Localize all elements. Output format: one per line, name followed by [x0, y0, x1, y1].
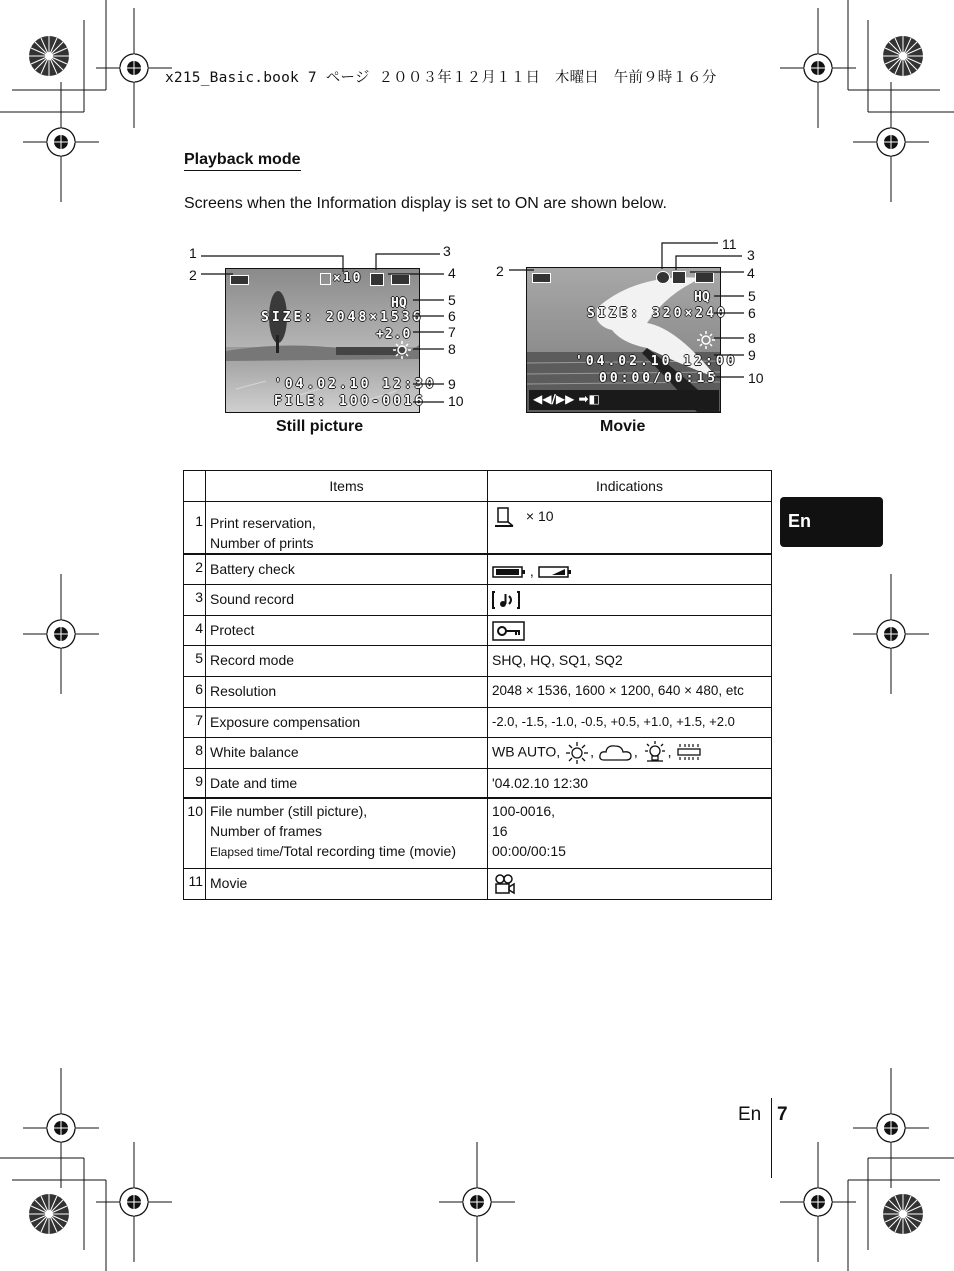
- still-callout-7: 7: [448, 324, 456, 340]
- print-header: x215_Basic.book 7 ページ ２００３年１２月１１日 木曜日 午前９時１６分: [165, 70, 717, 86]
- table-row: 7 Exposure compensation -2.0, -1.5, -1.0, -0.5, +0.5, +1.0, +1.5, +2.0: [184, 707, 772, 737]
- still-exposure: +2.0: [376, 327, 412, 342]
- cloudy-icon: [598, 742, 634, 764]
- header-indications: Indications: [488, 471, 772, 502]
- sunny-icon: [564, 741, 590, 765]
- table-row: 2 Battery check ,: [184, 554, 772, 584]
- still-print-count: ×10: [333, 271, 363, 286]
- fluorescent-lamp-icon: [675, 742, 703, 764]
- still-callout-1: 1: [189, 245, 197, 261]
- table-row: 8 White balance WB AUTO, , , ,: [184, 737, 772, 768]
- protect-key-icon: [492, 621, 526, 641]
- still-callout-6: 6: [448, 308, 456, 324]
- still-callout-8: 8: [448, 341, 456, 357]
- movie-controls: ◀◀/▶▶ ➡◧: [533, 392, 600, 406]
- language-side-tab: En: [780, 497, 883, 547]
- battery-low-icon: [538, 565, 572, 579]
- still-size: SIZE: 2048×1536: [261, 310, 424, 325]
- still-callout-2: 2: [189, 267, 197, 283]
- movie-callout-2: 2: [496, 263, 504, 279]
- movie-date: '04.02.10 12:00: [575, 354, 738, 369]
- still-file: FILE: 100-0016: [274, 394, 426, 409]
- page-number: 7: [777, 1104, 788, 1125]
- section-title: Playback mode: [184, 151, 301, 171]
- movie-callout-6: 6: [748, 305, 756, 321]
- movie-callout-9: 9: [748, 347, 756, 363]
- movie-callout-10: 10: [748, 370, 764, 386]
- table-row: 5 Record mode SHQ, HQ, SQ1, SQ2: [184, 645, 772, 676]
- movie-callout-8: 8: [748, 330, 756, 346]
- table-row: 4 Protect: [184, 615, 772, 645]
- still-callout-5: 5: [448, 292, 456, 308]
- movie-callout-5: 5: [748, 288, 756, 304]
- table-row: 11 Movie: [184, 868, 772, 899]
- intro-text: Screens when the Information display is set to ON are shown below.: [184, 195, 667, 212]
- still-callout-10: 10: [448, 393, 464, 409]
- print-icon: [492, 506, 516, 530]
- still-caption: Still picture: [276, 418, 364, 435]
- tungsten-lamp-icon: [642, 741, 668, 765]
- table-row: 6 Resolution 2048 × 1536, 1600 × 1200, 640 × 480, etc: [184, 676, 772, 707]
- still-callout-9: 9: [448, 376, 456, 392]
- table-header-row: [184, 471, 772, 502]
- sound-record-icon: [492, 590, 520, 610]
- header-items: Items: [206, 471, 488, 502]
- movie-callout-4: 4: [747, 265, 755, 281]
- movie-callout-11: 11: [722, 236, 737, 252]
- table-row: 1 Print reservation, Number of prints × 10: [184, 502, 772, 555]
- table-row: 3 Sound record: [184, 584, 772, 615]
- still-callout-4: 4: [448, 265, 456, 281]
- footer-language: En: [738, 1104, 762, 1125]
- movie-size: SIZE: 320×240: [587, 306, 728, 321]
- still-quality: HQ: [391, 296, 407, 311]
- table-row: 9 Date and time '04.02.10 12:30: [184, 768, 772, 798]
- still-callout-3: 3: [443, 243, 451, 259]
- indications-table: [183, 470, 772, 900]
- movie-camera-icon: [492, 873, 516, 895]
- still-date: '04.02.10 12:30: [274, 377, 437, 392]
- movie-callout-3: 3: [747, 247, 755, 263]
- movie-caption: Movie: [600, 418, 646, 435]
- movie-quality: HQ: [694, 290, 710, 305]
- battery-full-icon: [492, 565, 526, 579]
- table-row: 10 File number (still picture), Number of frames Elapsed time/Total recording time (movie) 100-0016, 16 00:00/00:15: [184, 798, 772, 868]
- movie-time: 00:00/00:15: [599, 371, 719, 386]
- footer-divider: [771, 1098, 772, 1178]
